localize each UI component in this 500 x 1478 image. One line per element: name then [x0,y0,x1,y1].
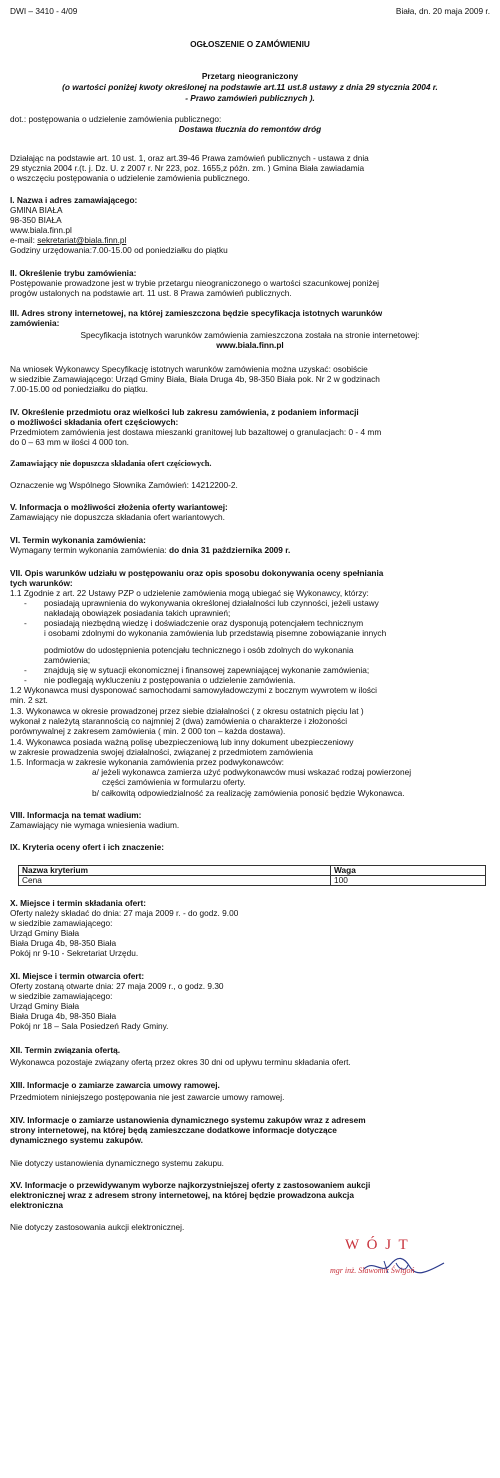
document-title: OGŁOSZENIE O ZAMÓWIENIU [190,39,310,49]
section-heading: XII. Termin związania ofertą. [10,1045,121,1055]
section-heading: zamówienia: [10,318,60,328]
email-link[interactable]: sekretariat@biala.finn.pl [37,235,127,245]
paragraph-line: w siedzibie zamawiającego: [10,991,113,1001]
paragraph-line: Biała Druga 4b, 98-350 Biała [10,938,117,948]
bullet-line: nakładają obowiązek posiadania takich uprawnień; [44,608,231,618]
authority-email-row [10,235,490,245]
paragraph-line: Biała Druga 4b, 98-350 Biała [10,1011,117,1021]
place-date: Biała, dn. 20 maja 2009 r. [395,6,490,16]
paragraph-line: Nie dotyczy ustanowienia dynamicznego systemu zakupu. [10,1158,224,1168]
bullet-line: posiadają uprawnienia do wykonywania określonej działalności lub czynności, jeżeli ustawy [44,598,379,608]
paragraph-line: Urząd Gminy Biała [10,1001,80,1011]
subpoint-line: b/ całkowitą odpowiedzialność za realizację zamówienia ponosić będzie Wykonawca. [92,788,405,798]
intro-line: Działając na podstawie art. 10 ust. 1, oraz art.39-46 Prawa zamówień publicznych - ustawa z dnia [10,153,369,163]
cpv-code: Oznaczenie wg Wspólnego Słownika Zamówień: 14212200-2. [10,480,238,490]
subtitle: Przetarg nieograniczony [201,71,299,81]
section-heading: X. Miejsce i termin składania ofert: [10,898,147,908]
bullet-dash: - [24,618,27,628]
contracting-authority-name: GMINA BIAŁA [10,205,63,215]
paragraph-line: Nie dotyczy zastosowania aukcji elektronicznej. [10,1222,185,1232]
section-heading: dynamicznego systemu zakupów. [10,1135,143,1145]
paragraph-line: 1.3. Wykonawca w okresie prowadzonej przez siebie działalności ( z okresu ostatnich pięciu lat ) [10,706,364,716]
bullet-line: podmiotów do udostępnienia potencjału technicznego i osób zdolnych do wykonania [44,645,354,655]
bullet-line: znajdują się w sytuacji ekonomicznej i finansowej zapewniającej wykonanie zamówienia; [44,665,370,675]
paragraph-line: Specyfikacja istotnych warunków zamówienia zamieszczona została na stronie internetowej: [80,330,420,340]
section-heading: XIV. Informacje o zamiarze ustanowienia dynamicznego systemu zakupów wraz z adresem [10,1115,366,1125]
paragraph-line: Wykonawca pozostaje związany ofertą przez okres 30 dni od upływu terminu składania ofert. [10,1057,351,1067]
deadline-value: do dnia 31 października 2009 r. [169,545,291,555]
reference-number: DWI – 3410 - 4/09 [10,6,78,16]
subpoint-line: a/ jeżeli wykonawca zamierza użyć podwykonawców musi wskazać rodzaj powierzonej [92,767,412,777]
deadline-label: Wymagany termin wykonania zamówienia: [10,545,170,555]
paragraph-line: wykonał z należytą starannością co najmniej 2 (dwa) zamówienia o charakterze i złożoności [10,716,348,726]
authority-city: 98-350 BIAŁA [10,215,62,225]
section-heading: III. Adres strony internetowej, na której zamieszczona będzie specyfikacja istotnych warunków [10,308,383,318]
paragraph-line: Oferty zostaną otwarte dnia: 27 maja 2009 r., o godz. 9.30 [10,981,224,991]
paragraph-line: Oferty należy składać do dnia: 27 maja 2009 r. - do godz. 9.00 [10,908,239,918]
table-row [19,876,486,886]
partial-offers-note: Zamawiający nie dopuszcza składania ofert częściowych. [10,459,212,468]
paragraph-line: Zamawiający nie wymaga wniesienia wadium. [10,820,180,830]
section-heading: IV. Określenie przedmiotu oraz wielkości lub zakresu zamówienia, z podaniem informacji [10,407,359,417]
authority-website: www.biala.finn.pl [10,225,72,235]
intro-line: o wszczęciu postępowania o udzielenie zamówienia publicznego. [10,173,250,183]
bullet-dash: - [24,675,27,685]
bullet-line: posiadają niezbędną wiedzę i doświadczenie oraz dysponują potencjałem technicznym [44,618,364,628]
stamp-title: W Ó J T [345,1237,410,1253]
paragraph-line: Urząd Gminy Biała [10,928,80,938]
section-heading: o możliwości składania ofert częściowych: [10,417,179,427]
paragraph-line: w zakresie prowadzenia swojej działalności, związanej z przedmiotem zamówienia [10,747,313,757]
section-heading: elektroniczna [10,1200,64,1210]
paragraph-line: w siedzibie zamawiającego: [10,918,113,928]
deadline-row [10,545,490,555]
order-subject: Dostawa tłucznia do remontów dróg [178,124,322,134]
specification-website: www.biala.finn.pl [216,340,284,350]
intro-line: 29 stycznia 2004 r.(t. j. Dz. U. z 2007 r. Nr 223, poz. 1655,z późn. zm. ) Gmina Biała zawiadamia [10,163,365,173]
section-heading: II. Określenie trybu zamówienia: [10,268,137,278]
subtitle-note-line: - Prawo zamówień publicznych ). [185,93,315,103]
section-heading: VII. Opis warunków udziału w postępowaniu oraz opis sposobu dokonywania oceny spełniania [10,568,384,578]
paragraph-line: Zamawiający nie dopuszcza składania ofert wariantowych. [10,512,225,522]
stamp-signatory: mgr inż. Sławomir Świgoń [330,1266,415,1275]
email-label: e-mail: [10,235,38,245]
paragraph-line: Przedmiotem niniejszego postępowania nie jest zawarcie umowy ramowej. [10,1092,285,1102]
section-heading: XIII. Informacje o zamiarze zawarcia umowy ramowej. [10,1080,220,1090]
column-header: Waga [331,866,486,876]
paragraph-line: 7.00-15.00 od poniedziałku do piątku. [10,384,148,394]
paragraph-line: Na wniosek Wykonawcy Specyfikację istotnych warunków zamówienia można uzyskać: osobiście [10,364,368,374]
bullet-line: i osobami zdolnymi do wykonania zamówienia lub przedstawią pisemne zobowiązanie innych [44,628,387,638]
section-heading: IX. Kryteria oceny ofert i ich znaczenie: [10,842,165,852]
subtitle-note-line: (o wartości poniżej kwoty określonej na podstawie art.11 ust.8 ustawy z dnia 29 stycznia 2004 r. [62,82,438,92]
section-heading: VI. Termin wykonania zamówienia: [10,535,146,545]
paragraph-line: 1.2 Wykonawca musi dysponować samochodami samowyładowczymi z bocznym wywrotem w ilości [10,685,377,695]
section-heading: XV. Informacje o przewidywanym wyborze najkorzystniejszej oferty z zastosowaniem aukcji [10,1180,371,1190]
column-header: Nazwa kryterium [19,866,331,876]
office-hours: Godziny urzędowania:7.00-15.00 od poniedziałku do piątku [10,245,228,255]
table-header-row [19,866,486,876]
section-heading: VIII. Informacja na temat wadium: [10,810,142,820]
section-heading: V. Informacja o możliwości złożenia oferty wariantowej: [10,502,228,512]
section-heading: I. Nazwa i adres zamawiającego: [10,195,138,205]
bullet-line: nie podlegają wykluczeniu z postępowania o udzielenie zamówienia. [44,675,296,685]
paragraph-line: porównywalnej z zakresem zamówienia ( min. 2 000 ton – każda dostawa). [10,726,286,736]
criterion-weight: 100 [331,876,486,886]
paragraph-line: Postępowanie prowadzone jest w trybie przetargu nieograniczonego o wartości szacunkowej poniżej [10,278,379,288]
bullet-line: zamówienia; [44,655,91,665]
criterion-name: Cena [19,876,331,886]
paragraph-line: min. 2 szt. [10,695,48,705]
dot-line: dot.: postępowania o udzielenie zamówienia publicznego: [10,114,222,124]
paragraph-line: 1.5. Informacja w zakresie wykonania zamówienia przez podwykonawców: [10,757,284,767]
paragraph-line: Pokój nr 18 – Sala Posiedzeń Rady Gminy. [10,1021,169,1031]
paragraph-line: Przedmiotem zamówienia jest dostawa mieszanki granitowej lub bazaltowej o granulacjach: 0 - 4 mm [10,427,382,437]
paragraph-line: progów ustalonych na podstawie art. 11 ust. 8 Prawa zamówień publicznych. [10,288,292,298]
bullet-dash: - [24,598,27,608]
paragraph-line: 1.1 Zgodnie z art. 22 Ustawy PZP o udzielenie zamówienia mogą ubiegać się Wykonawcy, którzy: [10,588,369,598]
bullet-dash: - [24,665,27,675]
section-heading: XI. Miejsce i termin otwarcia ofert: [10,971,145,981]
criteria-table [18,865,486,886]
section-heading: elektronicznej wraz z adresem strony internetowej, na której będzie prowadzona aukcja [10,1190,354,1200]
paragraph-line: w siedzibie Zamawiającego: Urząd Gminy Biała, Biała Druga 4b, 98-350 Biała pok. Nr 2 w godzinach [10,374,380,384]
paragraph-line: do 0 – 63 mm w ilości 4 000 ton. [10,437,129,447]
section-heading: strony internetowej, na której będą zamieszczane dodatkowe informacje dotyczące [10,1125,337,1135]
paragraph-line: 1.4. Wykonawca posiada ważną polisę ubezpieczeniową lub inny dokument ubezpieczeniowy [10,737,354,747]
subpoint-line: części zamówienia w formularzu oferty. [102,777,246,787]
paragraph-line: Pokój nr 9-10 - Sekretariat Urzędu. [10,948,139,958]
section-heading: tych warunków: [10,578,73,588]
